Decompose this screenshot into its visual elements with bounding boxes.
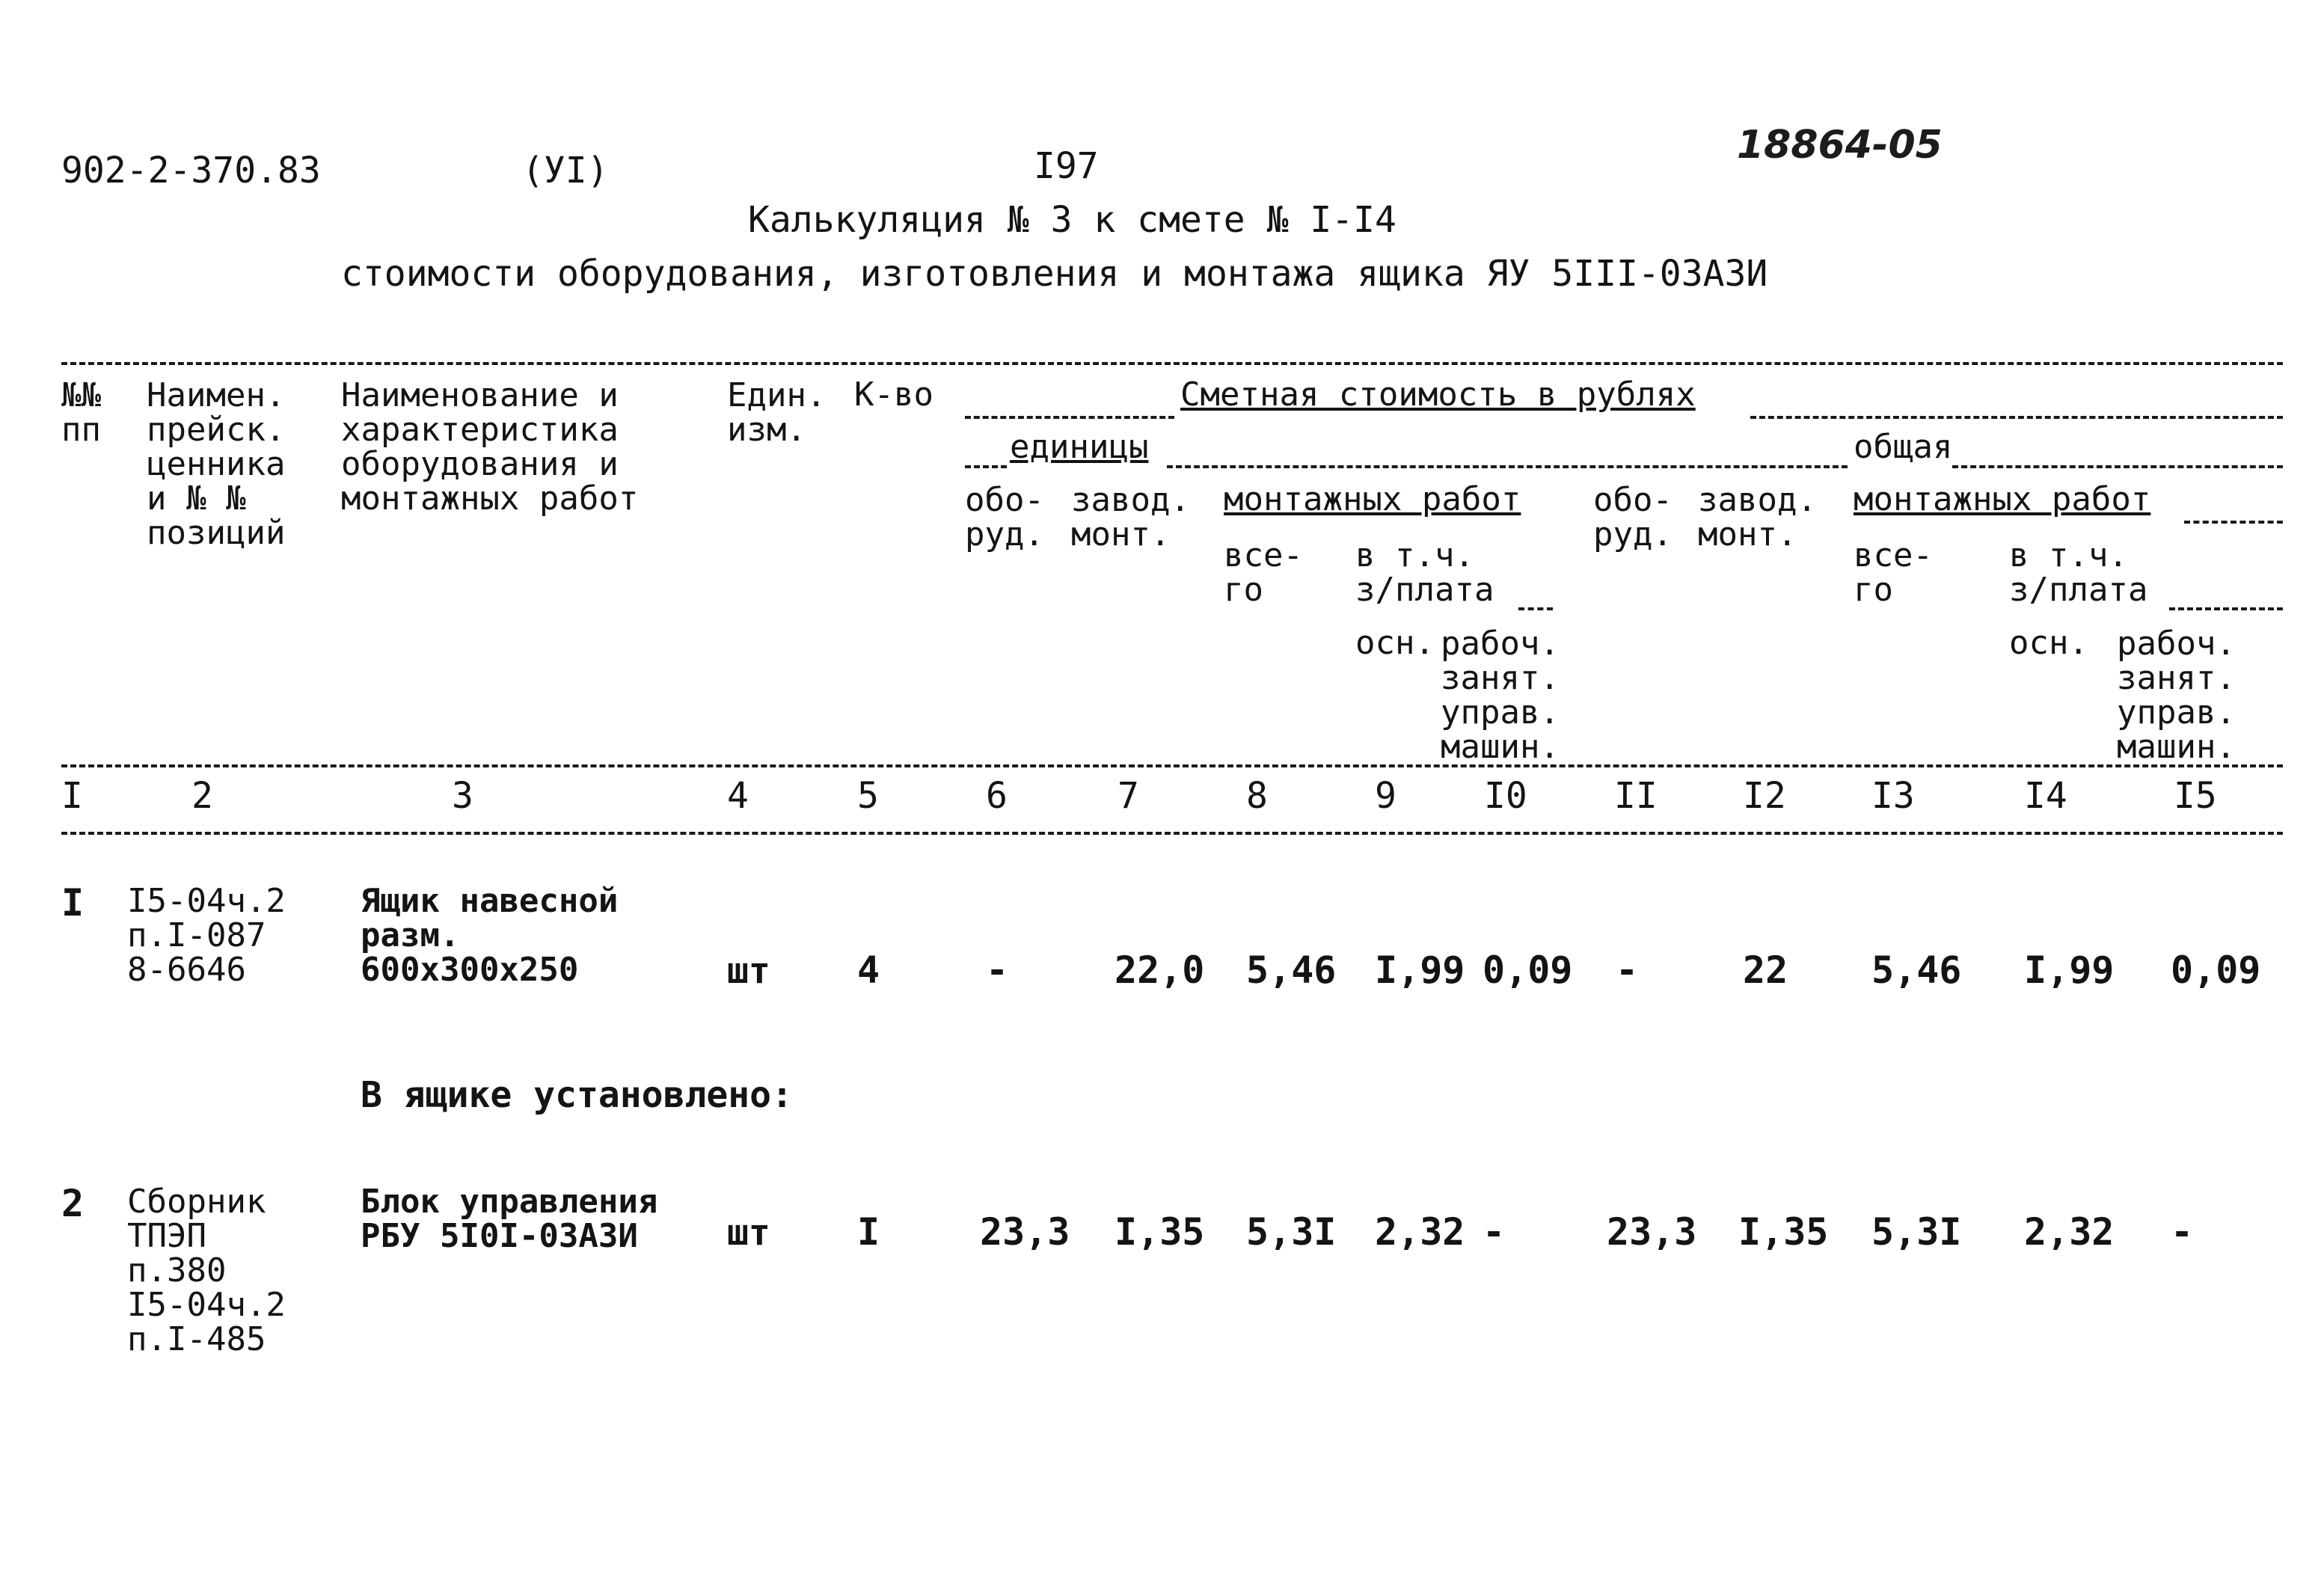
col-number-2: 2 bbox=[191, 775, 213, 817]
col-number-1: I bbox=[61, 775, 83, 817]
column-numbers-bottom-rule bbox=[61, 832, 2283, 835]
header-mount-works-unit: монтажных работ bbox=[1224, 480, 1521, 518]
col-number-9: 9 bbox=[1375, 775, 1396, 817]
document-subtitle: стоимости оборудования, изготовления и монтажа ящика ЯУ 5III-03А3И bbox=[341, 253, 1768, 295]
row-equipment-unit: 23,3 bbox=[980, 1210, 1070, 1254]
row-worker-wage-unit: - bbox=[1483, 1210, 1506, 1254]
row-basic-wage-total: I,99 bbox=[2024, 948, 2115, 992]
row-quantity: 4 bbox=[857, 948, 880, 992]
wage-rule-total bbox=[2169, 607, 2283, 610]
header-estimated-cost: Сметная стоимость в рублях bbox=[1180, 375, 1696, 414]
header-equipment-unit: обо- руд. bbox=[965, 481, 1044, 554]
col-number-5: 5 bbox=[857, 775, 879, 817]
row-mount-total-total: 5,3I bbox=[1871, 1210, 1962, 1254]
row-basic-wage-unit: 2,32 bbox=[1375, 1210, 1465, 1254]
col-number-10: I0 bbox=[1484, 775, 1527, 817]
header-factory-mount-total: завод. монт. bbox=[1698, 481, 1817, 554]
col-number-6: 6 bbox=[986, 775, 1008, 817]
row-unit: шт bbox=[727, 1212, 770, 1254]
header-unit: Един. изм. bbox=[727, 376, 827, 449]
page-number: I97 bbox=[1034, 145, 1099, 187]
col-number-4: 4 bbox=[727, 775, 749, 817]
row-unit: шт bbox=[727, 950, 770, 992]
row-number: 2 bbox=[61, 1182, 85, 1225]
table-top-rule bbox=[61, 362, 2283, 365]
col-number-11: II bbox=[1614, 775, 1658, 817]
group-rule-left bbox=[965, 416, 1174, 419]
col-number-3: 3 bbox=[452, 775, 473, 817]
mount-rule-total bbox=[2184, 521, 2283, 524]
header-total-works-total: все- го bbox=[1854, 536, 1933, 609]
row-mount-total-total: 5,46 bbox=[1871, 948, 1962, 992]
row-quantity: I bbox=[857, 1210, 880, 1254]
row-equipment-total: - bbox=[1616, 948, 1639, 992]
col-number-7: 7 bbox=[1117, 775, 1139, 817]
col-number-14: I4 bbox=[2024, 775, 2067, 817]
installed-note: В ящике установлено: bbox=[361, 1074, 793, 1116]
section-number: (УI) bbox=[522, 150, 609, 191]
header-equipment-total: обо- руд. bbox=[1593, 481, 1673, 554]
col-number-15: I5 bbox=[2174, 775, 2217, 817]
row-worker-wage-unit: 0,09 bbox=[1483, 948, 1573, 992]
header-worker-wage-total: рабоч. занят. управ. машин. bbox=[2117, 625, 2236, 766]
row-factory-mount-total: 22 bbox=[1743, 948, 1788, 992]
header-worker-wage-unit: рабоч. занят. управ. машин. bbox=[1441, 625, 1560, 766]
header-name: Наименование и характеристика оборудования и монтажных работ bbox=[341, 376, 639, 518]
row-factory-mount-unit: I,35 bbox=[1115, 1210, 1205, 1254]
unit-rule-left bbox=[965, 465, 1007, 468]
header-incl-wage-total: в т.ч. з/плата bbox=[2009, 536, 2148, 609]
header-quantity: К-во bbox=[854, 375, 933, 414]
row-factory-mount-unit: 22,0 bbox=[1115, 948, 1205, 992]
header-basic-wage-total: осн. bbox=[2009, 624, 2088, 662]
row-price-code: Сборник ТПЭП п.380 I5-04ч.2 п.I-485 bbox=[127, 1183, 286, 1358]
total-rule-right bbox=[1952, 465, 2283, 468]
col-number-12: I2 bbox=[1743, 775, 1786, 817]
row-worker-wage-total: - bbox=[2171, 1210, 2194, 1254]
header-unit-cost: единицы bbox=[1010, 428, 1149, 466]
unit-rule-right bbox=[1167, 465, 1848, 468]
header-row-number: №№ пп bbox=[61, 376, 101, 449]
col-number-13: I3 bbox=[1871, 775, 1915, 817]
row-mount-total-unit: 5,3I bbox=[1246, 1210, 1337, 1254]
row-factory-mount-total: I,35 bbox=[1738, 1210, 1829, 1254]
header-basic-wage-unit: осн. bbox=[1355, 624, 1435, 662]
row-mount-total-unit: 5,46 bbox=[1246, 948, 1337, 992]
header-total-cost: общая bbox=[1854, 428, 1953, 466]
row-equipment-total: 23,3 bbox=[1607, 1210, 1697, 1254]
row-price-code: I5-04ч.2 п.I-087 8-6646 bbox=[127, 882, 286, 989]
row-number: I bbox=[61, 881, 85, 925]
document-code: 902-2-370.83 bbox=[61, 150, 321, 191]
col-number-8: 8 bbox=[1246, 775, 1268, 817]
archive-number-handwritten: 18864-05 bbox=[1737, 123, 1943, 168]
document-title: Калькуляция № 3 к смете № I-I4 bbox=[748, 199, 1396, 241]
row-basic-wage-unit: I,99 bbox=[1375, 948, 1465, 992]
header-incl-wage-unit: в т.ч. з/плата bbox=[1355, 536, 1494, 609]
group-rule-right bbox=[1750, 416, 2283, 419]
row-worker-wage-total: 0,09 bbox=[2171, 948, 2261, 992]
row-equipment-unit: - bbox=[986, 948, 1009, 992]
header-mount-works-total: монтажных работ bbox=[1854, 480, 2151, 518]
row-basic-wage-total: 2,32 bbox=[2024, 1210, 2115, 1254]
header-total-works-unit: все- го bbox=[1224, 536, 1303, 609]
row-item-name: Блок управления РБУ 5I0I-03А3И bbox=[361, 1183, 658, 1255]
header-price-code: Наимен. прейск. ценника и № № позиций bbox=[147, 376, 286, 552]
wage-rule-unit bbox=[1518, 607, 1553, 610]
row-item-name: Ящик навесной разм. 600х300х250 bbox=[361, 882, 619, 989]
column-numbers-top-rule bbox=[61, 764, 2283, 767]
header-factory-mount-unit: завод. монт. bbox=[1071, 481, 1190, 554]
